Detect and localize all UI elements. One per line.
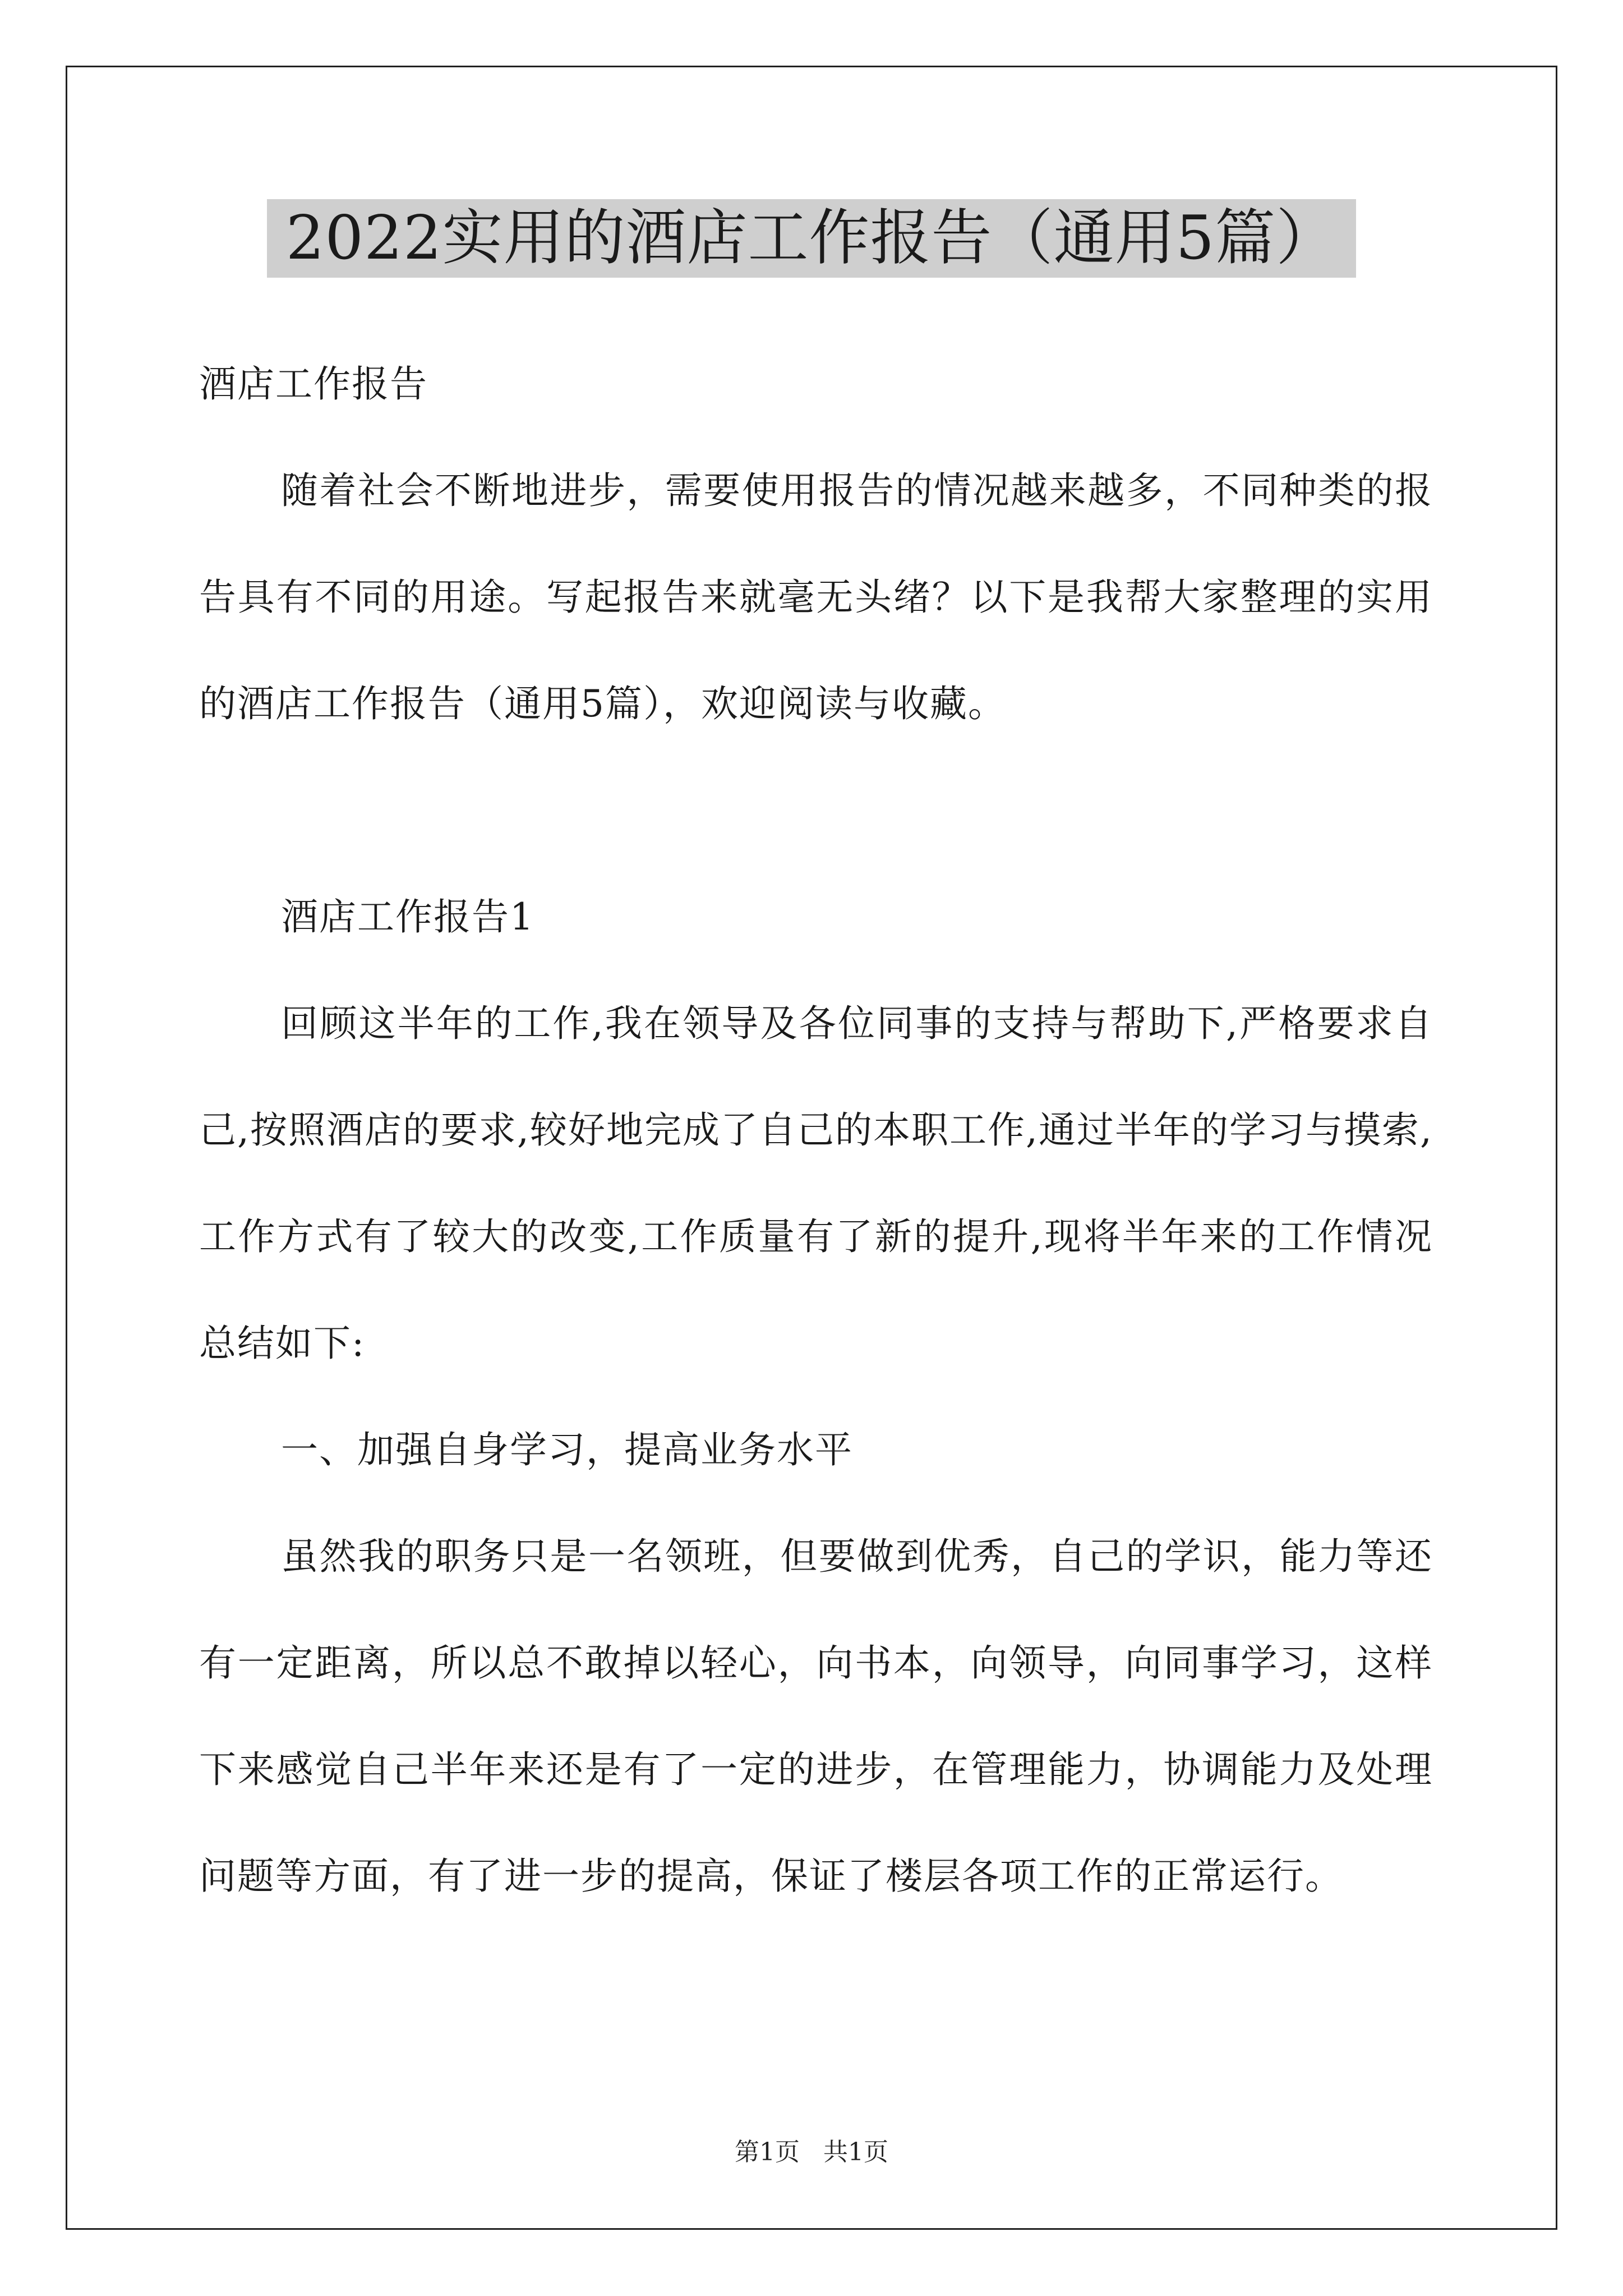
page-number: 第1页 xyxy=(735,2138,800,2166)
section-heading: 酒店工作报告 xyxy=(199,362,428,406)
title-container xyxy=(0,199,1623,278)
page-footer xyxy=(0,2132,1623,2168)
intro-paragraph: 随着社会不断地进步，需要使用报告的情况越来越多，不同种类的报告具有不同的用途。写起报告来就毫无头绪？以下是我帮大家整理的实用的酒店工作报告（通用5篇），欢迎阅读与收藏。 xyxy=(199,469,1433,725)
blank-line xyxy=(199,757,1433,864)
document-body xyxy=(199,331,1433,1930)
subsection-heading: 一、加强自身学习，提高业务水平 xyxy=(281,1428,853,1471)
body-paragraph: 回顾这半年的工作,我在领导及各位同事的支持与帮助下,严格要求自己,按照酒店的要求,较好地完成了自己的本职工作,通过半年的学习与摸索,工作方式有了较大的改变,工作质量有了新的提升,现将半年来的工作情况总结如下: xyxy=(199,1002,1433,1365)
document-title: 2022实用的酒店工作报告（通用5篇） xyxy=(267,199,1357,278)
report-heading: 酒店工作报告1 xyxy=(281,895,534,938)
body-paragraph: 虽然我的职务只是一名领班，但要做到优秀，自己的学识，能力等还有一定距离，所以总不敢掉以轻心，向书本，向领导，向同事学习，这样下来感觉自己半年来还是有了一定的进步，在管理能力，协调能力及处理问题等方面，有了进一步的提高，保证了楼层各项工作的正常运行。 xyxy=(199,1535,1433,1898)
page-total: 共1页 xyxy=(823,2138,888,2166)
